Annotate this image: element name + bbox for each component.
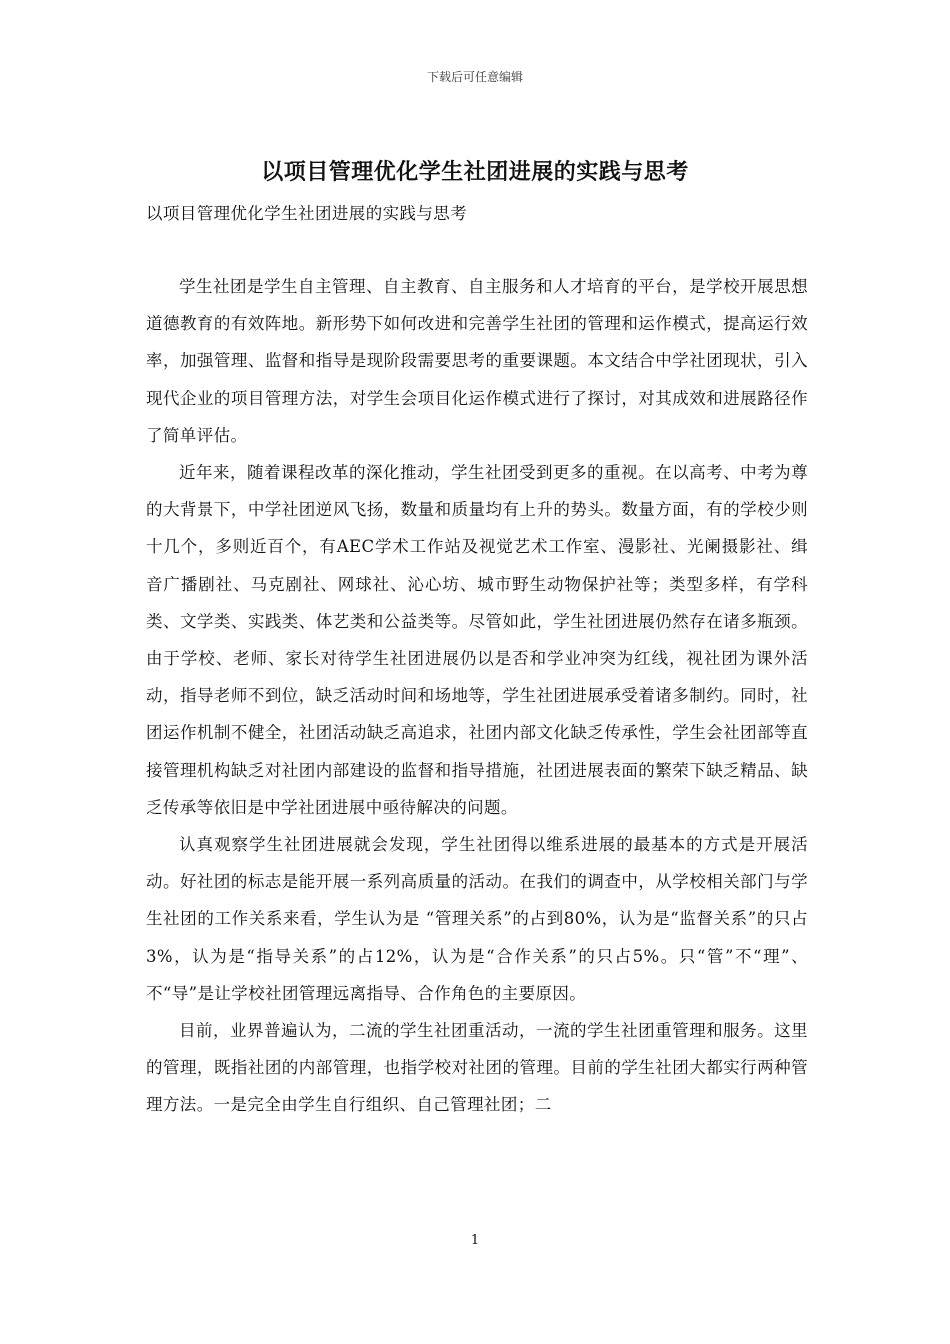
paragraph: 近年来，随着课程改革的深化推动，学生社团受到更多的重视。在以高考、中考为尊的大背景下，中学社团逆风飞扬，数量和质量均有上升的势头。数量方面，有的学校少则十几个，多则近百个，有AEC学术工作站及视觉艺术工作室、漫影社、光阑摄影社、缉音广播剧社、马克剧社、网球社、沁心坊、城市野生动物保护社等；类型多样，有学科类、文学类、实践类、体艺类和公益类等。尽管如此，学生社团进展仍然存在诸多瓶颈。由于学校、老师、家长对待学生社团进展仍以是否和学业冲突为红线，视社团为课外活动，指导老师不到位，缺乏活动时间和场地等，学生社团进展承受着诸多制约。同时，社团运作机制不健全，社团活动缺乏高追求，社团内部文化缺乏传承性，学生会社团部等直接管理机构缺乏对社团内部建设的监督和指导措施，社团进展表面的繁荣下缺乏精品、缺乏传承等依旧是中学社团进展中亟待解决的问题。	[146, 463, 808, 817]
paragraph: 认真观察学生社团进展就会发现，学生社团得以维系进展的最基本的方式是开展活动。好社团的标志是能开展一系列高质量的活动。在我们的调查中，从学校相关部门与学生社团的工作关系来看，学生认为是 “管理关系”的占到80%，认为是“监督关系”的只占3%，认为是“指导关系”的占12%，认为是“合作关系”的只占5%。只“管”不“理”、不“导”是让学校社团管理远离指导、合作角色的主要原因。	[146, 835, 808, 1003]
document-subtitle: 以项目管理优化学生社团进展的实践与思考	[146, 204, 468, 223]
paragraph: 目前，业界普遍认为，二流的学生社团重活动，一流的学生社团重管理和服务。这里的管理，既指社团的内部管理，也指学校对社团的管理。目前的学生社团大都实行两种管理方法。一是完全由学生自行组织、自己管理社团；二	[146, 1021, 808, 1115]
document-title: 以项目管理优化学生社团进展的实践与思考	[261, 160, 689, 185]
paragraph: 学生社团是学生自主管理、自主教育、自主服务和人才培育的平台，是学校开展思想道德教育的有效阵地。新形势下如何改进和完善学生社团的管理和运作模式，提高运行效率，加强管理、监督和指导是现阶段需要思考的重要课题。本文结合中学社团现状，引入现代企业的项目管理方法，对学生会项目化运作模式进行了探讨，对其成效和进展路径作了简单评估。	[146, 277, 808, 445]
page-number: 1	[470, 1233, 480, 1248]
page-header: 下载后可任意编辑	[426, 70, 523, 84]
document-body	[146, 268, 808, 1124]
